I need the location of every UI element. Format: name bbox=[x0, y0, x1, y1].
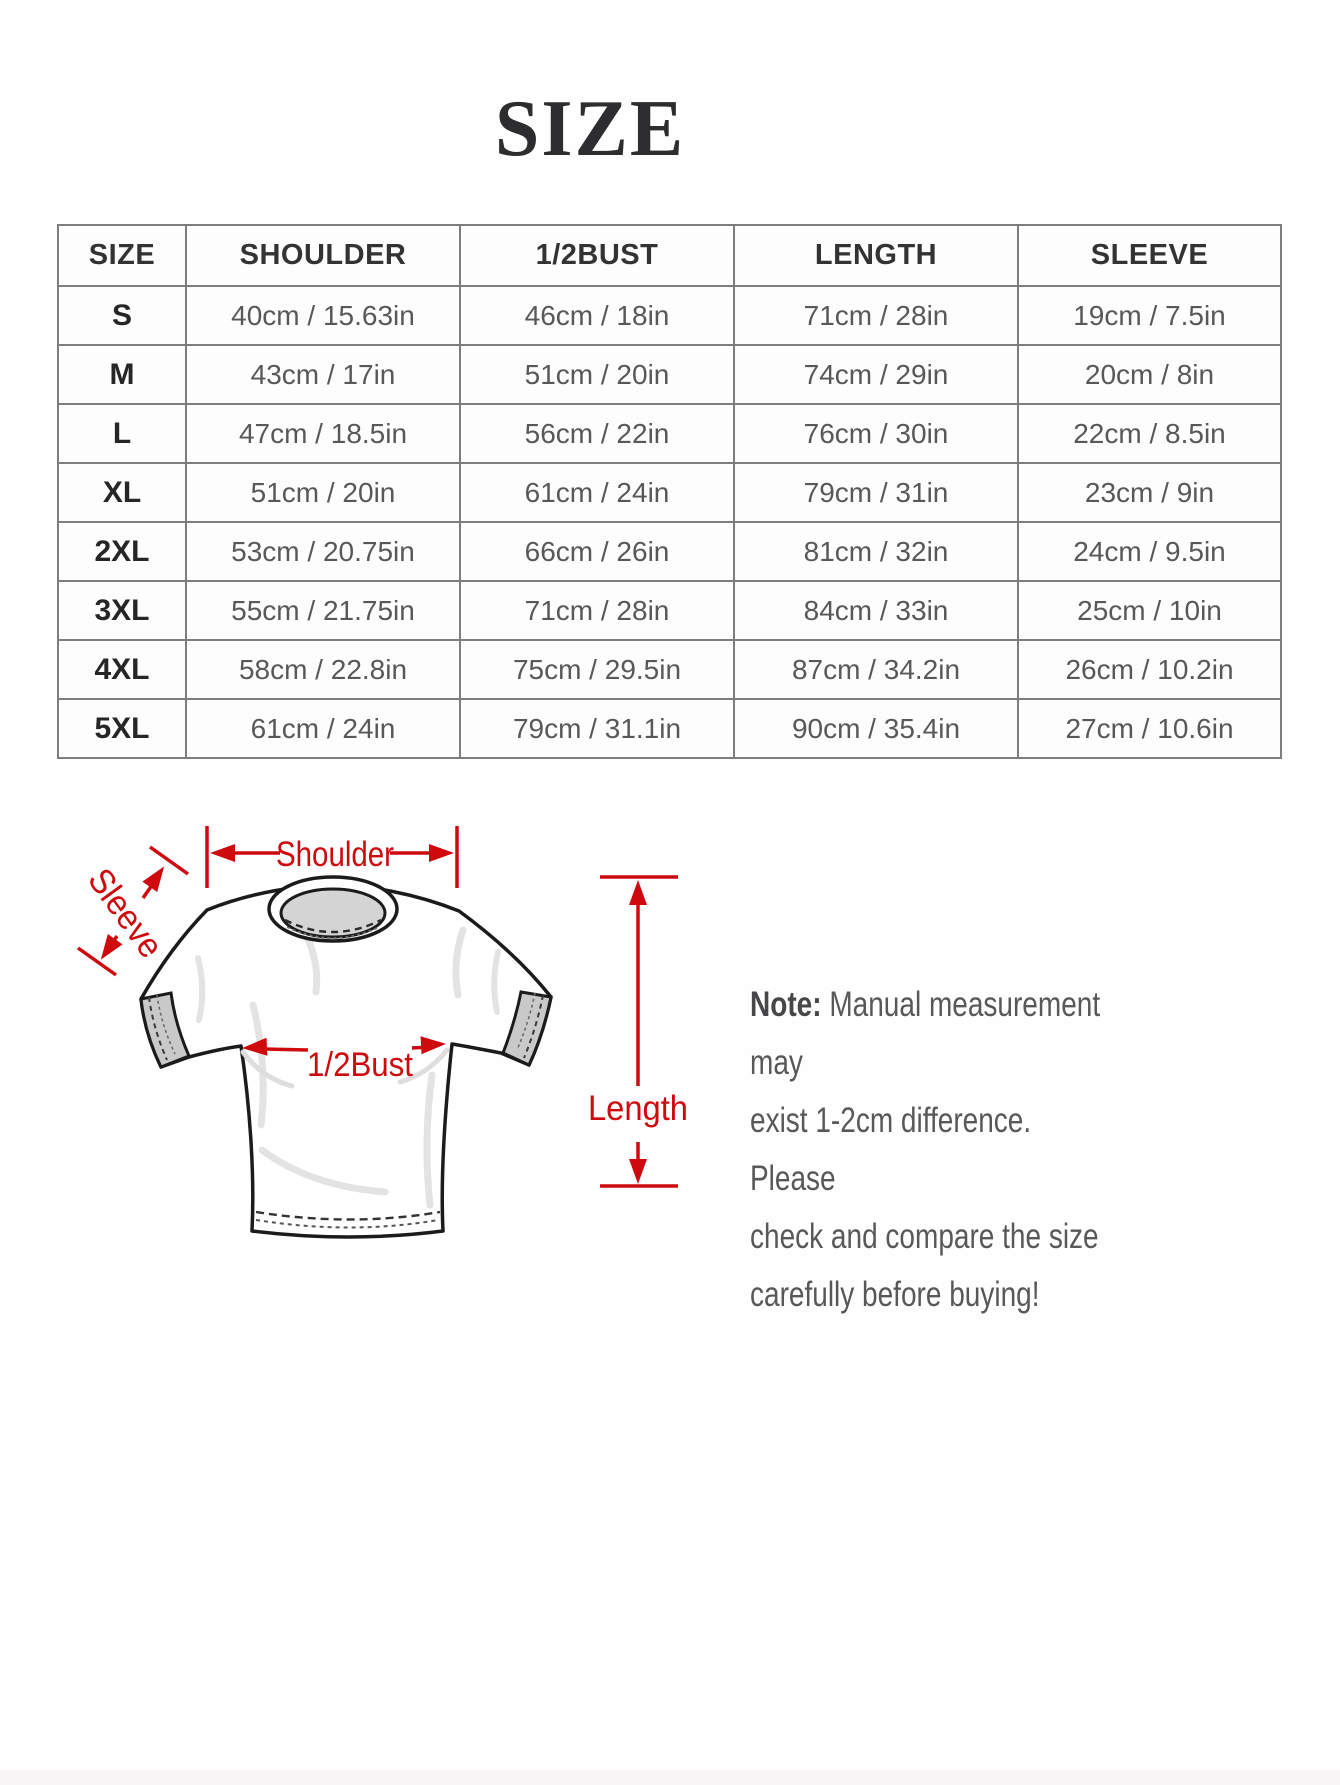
length-arrow-bottom bbox=[629, 1159, 647, 1184]
column-header: LENGTH bbox=[734, 225, 1018, 286]
measure-cell: 61cm / 24in bbox=[460, 463, 734, 522]
note-line-rest: Manual measurement may bbox=[750, 985, 1101, 1082]
measure-cell: 76cm / 30in bbox=[734, 404, 1018, 463]
measure-cell: 53cm / 20.75in bbox=[186, 522, 460, 581]
measure-cell: 66cm / 26in bbox=[460, 522, 734, 581]
size-cell: 4XL bbox=[58, 640, 186, 699]
length-measure bbox=[588, 877, 688, 1186]
measure-cell: 90cm / 35.4in bbox=[734, 699, 1018, 758]
measure-cell: 58cm / 22.8in bbox=[186, 640, 460, 699]
collar-opening bbox=[281, 889, 385, 937]
measure-cell: 27cm / 10.6in bbox=[1018, 699, 1281, 758]
measure-cell: 75cm / 29.5in bbox=[460, 640, 734, 699]
note-label: Note: bbox=[750, 985, 822, 1024]
note-block bbox=[750, 976, 1118, 1324]
measure-cell: 56cm / 22in bbox=[460, 404, 734, 463]
note-extra-lines bbox=[750, 1092, 1118, 1324]
page-title: SIZE bbox=[494, 85, 686, 173]
measure-cell: 46cm / 18in bbox=[460, 286, 734, 345]
measure-cell: 40cm / 15.63in bbox=[186, 286, 460, 345]
measure-cell: 20cm / 8in bbox=[1018, 345, 1281, 404]
measure-cell: 84cm / 33in bbox=[734, 581, 1018, 640]
measure-cell: 55cm / 21.75in bbox=[186, 581, 460, 640]
shoulder-arrow-left bbox=[210, 844, 235, 862]
measure-cell: 61cm / 24in bbox=[186, 699, 460, 758]
size-cell: XL bbox=[58, 463, 186, 522]
measure-cell: 79cm / 31in bbox=[734, 463, 1018, 522]
size-cell: S bbox=[58, 286, 186, 345]
column-header: SIZE bbox=[58, 225, 186, 286]
measure-cell: 26cm / 10.2in bbox=[1018, 640, 1281, 699]
size-cell: 2XL bbox=[58, 522, 186, 581]
size-cell: 5XL bbox=[58, 699, 186, 758]
measure-cell: 24cm / 9.5in bbox=[1018, 522, 1281, 581]
measure-cell: 19cm / 7.5in bbox=[1018, 286, 1281, 345]
column-header: SLEEVE bbox=[1018, 225, 1281, 286]
measure-cell: 51cm / 20in bbox=[460, 345, 734, 404]
sleeve-label: Sleeve bbox=[80, 861, 175, 971]
size-cell: M bbox=[58, 345, 186, 404]
measure-cell: 71cm / 28in bbox=[734, 286, 1018, 345]
column-header: 1/2BUST bbox=[460, 225, 734, 286]
measure-cell: 25cm / 10in bbox=[1018, 581, 1281, 640]
shoulder-arrow-right bbox=[429, 844, 454, 862]
bottom-strip bbox=[0, 1770, 1340, 1785]
size-cell: L bbox=[58, 404, 186, 463]
measure-cell: 43cm / 17in bbox=[186, 345, 460, 404]
measure-cell: 79cm / 31.1in bbox=[460, 699, 734, 758]
measure-cell: 51cm / 20in bbox=[186, 463, 460, 522]
measure-cell: 74cm / 29in bbox=[734, 345, 1018, 404]
bust-label: 1/2Bust bbox=[307, 1046, 414, 1084]
sleeve-arrow-top bbox=[142, 861, 171, 892]
length-arrow-top bbox=[629, 880, 647, 905]
note-line: carefully before buying! bbox=[750, 1275, 1040, 1314]
length-label: Length bbox=[588, 1089, 688, 1128]
column-header: SHOULDER bbox=[186, 225, 460, 286]
note-line: exist 1-2cm difference. Please bbox=[750, 1101, 1032, 1198]
shoulder-label: Shoulder bbox=[276, 835, 395, 874]
note-line bbox=[750, 976, 1118, 1092]
note-line: check and compare the size bbox=[750, 1217, 1099, 1256]
measure-cell: 23cm / 9in bbox=[1018, 463, 1281, 522]
size-cell: 3XL bbox=[58, 581, 186, 640]
measure-cell: 71cm / 28in bbox=[460, 581, 734, 640]
measure-cell: 81cm / 32in bbox=[734, 522, 1018, 581]
measure-cell: 47cm / 18.5in bbox=[186, 404, 460, 463]
measure-cell: 22cm / 8.5in bbox=[1018, 404, 1281, 463]
measure-cell: 87cm / 34.2in bbox=[734, 640, 1018, 699]
